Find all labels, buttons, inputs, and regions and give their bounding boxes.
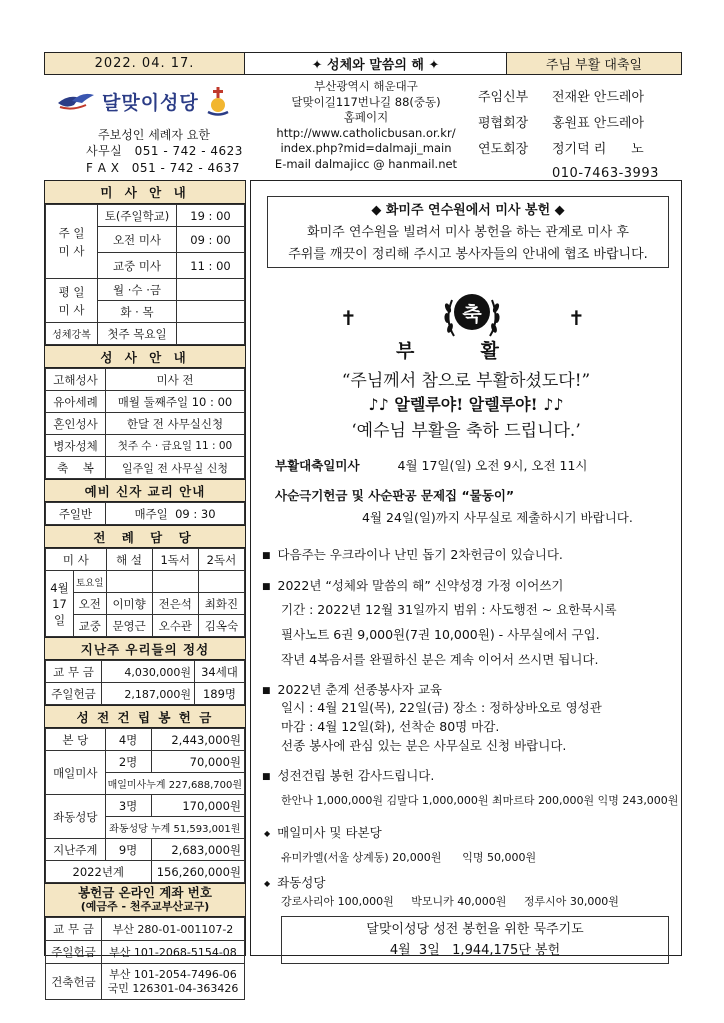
notice-line: 주위를 깨끗이 정리해 주시고 봉사자들의 안내에 협조 바랍니다. xyxy=(288,247,648,262)
finance-table xyxy=(45,660,245,705)
building-count: 4명 xyxy=(105,729,151,751)
mass-time: 11 : 00 xyxy=(177,253,245,279)
easter-title: 부 활 xyxy=(396,340,499,362)
mass-schedule-table xyxy=(45,204,245,345)
duty-person: 이미향 xyxy=(106,593,152,615)
building-title: 성 전 건 립 봉 헌 금 xyxy=(45,705,245,728)
weekday-mass-label: 평 일 미 사 xyxy=(46,279,98,323)
lent-title: 사순극기헌금 및 사순판공 문제집 “물동이” xyxy=(275,488,515,503)
building-name: 본 당 xyxy=(46,729,106,751)
duty-person: 김옥숙 xyxy=(198,615,244,637)
building-name: 2022년계 xyxy=(46,861,152,883)
adoration-label: 성체강복 xyxy=(46,323,98,345)
masthead-band xyxy=(44,52,682,75)
address-line: 달맞이길117번나길 88(중동) xyxy=(291,94,441,109)
alleluia-line: ♪♪ 알렐루야! 알렐루야! ♪♪ xyxy=(368,395,564,414)
accounts-title-text: 봉헌금 온라인 계좌 번호 xyxy=(78,885,212,900)
duty-title: 전 례 담 당 xyxy=(45,525,245,548)
lent-text: 4월 24일(일)까지 사무실로 제출하시기 바랍니다. xyxy=(362,510,633,525)
account-number-pair xyxy=(102,964,245,1000)
building-total: 좌동성당 누계 51,593,001원 xyxy=(105,817,244,839)
sacrament-name: 축 복 xyxy=(46,457,106,479)
notice-bullet: ■ 2022년 춘계 선종봉사자 교육 xyxy=(262,680,442,698)
rosary-box xyxy=(281,916,669,964)
weekday-mass-time xyxy=(177,301,245,323)
email-address[interactable]: E-mail dalmajicc @ hanmail.net xyxy=(274,156,458,171)
account-name: 주일헌금 xyxy=(46,941,102,964)
cross-icon: ✝ xyxy=(568,306,585,330)
finance-name: 주일헌금 xyxy=(46,683,102,705)
easter-mass-label: 부활대축일미사 xyxy=(275,458,360,473)
easter-greeting: “주님께서 참으로 부활하셨도다!” xyxy=(341,371,591,391)
rosary-title: 달맞이성당 성전 봉헌을 위한 묵주기도 xyxy=(366,922,584,937)
sacrament-name: 고해성사 xyxy=(46,369,106,391)
moon-cross-icon xyxy=(205,86,231,116)
duty-date: 4월 17일 xyxy=(46,571,74,637)
mass-name: 토(주일학교) xyxy=(98,205,177,227)
finance-value: 4,030,000원 xyxy=(102,661,195,683)
mass-time: 19 : 00 xyxy=(177,205,245,227)
weekday-mass-time xyxy=(177,279,245,301)
feast-title: 주님 부활 대축일 xyxy=(545,58,643,73)
phone-label: 사무실 xyxy=(86,144,123,158)
notice-detail: 작년 4복음서를 완필하신 분은 계속 이어서 쓰시면 됩니다. xyxy=(281,652,599,667)
duty-mass: 교중 xyxy=(74,615,107,637)
building-count: 9명 xyxy=(105,839,151,861)
homepage-label: 홈페이지 xyxy=(343,110,389,124)
sunday-mass-label: 주 일 미 사 xyxy=(46,205,98,279)
building-amount: 70,000원 xyxy=(151,751,244,773)
homepage-url[interactable]: http://www.catholicbusan.or.kr/ xyxy=(276,125,456,140)
parish-logo xyxy=(56,86,264,116)
notice-detail: 일시 : 4월 21일(목), 22일(금) 장소 : 정하상바오로 영성관 xyxy=(281,700,602,715)
building-amount: 2,683,000원 xyxy=(151,839,244,861)
account-number: 국민 126301-04-363426 xyxy=(107,981,239,995)
duty-person: 최화진 xyxy=(198,593,244,615)
homepage-url-path[interactable]: index.php?mid=dalmaji_main xyxy=(280,141,452,155)
staff-phone: 010-7463-3993 xyxy=(552,165,659,181)
fax-row xyxy=(86,160,264,177)
duty-mass: 토요일 xyxy=(74,571,107,593)
adoration-value: 첫주 목요일 xyxy=(98,323,177,345)
building-table xyxy=(45,728,245,883)
donor-group: ◆ 매일미사 및 타본당 xyxy=(264,823,382,841)
donor-group: ◆ 좌동성당 xyxy=(264,873,325,891)
account-number: 부산 101-2054-7496-06 xyxy=(109,967,237,981)
finance-title: 지난주 우리들의 정성 xyxy=(45,637,245,660)
adoration-time xyxy=(177,323,245,345)
duty-header: 미 사 xyxy=(46,549,107,571)
parish-info xyxy=(44,80,264,180)
sacrament-value: 첫주 수 · 금요일 11 : 00 xyxy=(106,435,245,457)
duty-person xyxy=(106,571,152,593)
staff-role: 평협회장 xyxy=(478,115,529,131)
weekday-mass-days: 화 · 목 xyxy=(98,301,177,323)
rosary-count: 4월 3일 1,944,175단 봉헌 xyxy=(389,943,561,958)
sacrament-name: 병자성체 xyxy=(46,435,106,457)
building-amount: 2,443,000원 xyxy=(151,729,244,751)
dove-icon xyxy=(56,89,96,113)
fax-number: 051 - 742 - 4637 xyxy=(131,161,241,175)
duty-person xyxy=(198,571,244,593)
duty-header: 2독서 xyxy=(198,549,244,571)
mass-name: 오전 미사 xyxy=(98,227,177,253)
building-amount: 156,260,000원 xyxy=(151,861,244,883)
accounts-title xyxy=(45,883,245,917)
staff-role: 주임신부 xyxy=(478,89,529,105)
staff-role: 연도회장 xyxy=(478,141,529,157)
duty-person: 오수관 xyxy=(152,615,198,637)
celebration-emblem xyxy=(440,290,504,342)
celebration-emblem-char: 축 xyxy=(454,294,490,330)
weekday-mass-days: 월 ·수 ·금 xyxy=(98,279,177,301)
fax-label: F A X xyxy=(86,161,120,175)
building-name: 지난주계 xyxy=(46,839,106,861)
phone-row xyxy=(86,143,264,160)
notice-bullet: ■ 다음주는 우크라이나 난민 돕기 2차헌금이 있습니다. xyxy=(262,545,563,563)
notice-line: 화미주 연수원을 빌려서 미사 봉헌을 하는 관계로 미사 후 xyxy=(307,225,629,240)
account-name: 교 무 금 xyxy=(46,918,102,941)
duty-person xyxy=(152,571,198,593)
duty-mass: 오전 xyxy=(74,593,107,615)
notice-title: ◆ 화미주 연수원에서 미사 봉헌 ◆ xyxy=(371,203,565,218)
mass-time: 09 : 00 xyxy=(177,227,245,253)
finance-name: 교 무 금 xyxy=(46,661,102,683)
notice-detail: 필사노트 6권 9,000원(7권 10,000원) - 사무실에서 구입. xyxy=(281,627,600,642)
duty-person: 문영근 xyxy=(106,615,152,637)
duty-header: 해 설 xyxy=(106,549,152,571)
account-name: 건축헌금 xyxy=(46,964,102,1000)
sacraments-title: 성 사 안 내 xyxy=(45,345,245,368)
finance-extra: 34세대 xyxy=(195,661,245,683)
sacrament-value: 매월 둘째주일 10 : 00 xyxy=(106,391,245,413)
notice-detail: 기간 : 2022년 12월 31일까지 범위 : 사도행전 ~ 요한묵시록 xyxy=(281,602,617,617)
sacrament-name: 혼인성사 xyxy=(46,413,106,435)
patron-saint: 주보성인 세례자 요한 xyxy=(98,128,210,142)
notice-detail: 마감 : 4월 12일(화), 선착순 80명 마감. xyxy=(281,719,500,734)
staff-name: 정기덕 리 노 xyxy=(552,141,644,157)
accounts-owner: (예금주 - 천주교부산교구) xyxy=(80,900,210,913)
staff-row xyxy=(478,134,688,160)
sacrament-value: 미사 전 xyxy=(106,369,245,391)
staff-row xyxy=(478,82,688,108)
notice-bullet: ■ 2022년 “성체와 말씀의 해” 신약성경 가정 이어쓰기 xyxy=(262,576,563,594)
finance-extra: 189명 xyxy=(195,683,245,705)
notice-detail: 선종 봉사에 관심 있는 분은 사무실로 신청 바랍니다. xyxy=(281,738,567,753)
mass-name: 교중 미사 xyxy=(98,253,177,279)
issue-date: 2022. 04. 17. xyxy=(45,53,245,74)
donor-list: 유미카엘(서울 상계동) 20,000원 익명 50,000원 xyxy=(281,851,537,864)
building-count: 2명 xyxy=(105,751,151,773)
account-number: 부산 101-2068-5154-08 xyxy=(102,941,245,964)
staff-row xyxy=(478,108,688,134)
year-theme: ✦ 성체와 말씀의 해 ✦ xyxy=(245,53,507,74)
building-count: 3명 xyxy=(105,795,151,817)
finance-value: 2,187,000원 xyxy=(102,683,195,705)
easter-wish: ‘예수님 부활을 축하 드립니다.’ xyxy=(351,421,581,441)
accounts-table xyxy=(45,917,245,1000)
sacrament-value: 일주일 전 사무실 신청 xyxy=(106,457,245,479)
address-line: 부산광역시 해운대구 xyxy=(314,79,418,93)
catechumen-time: 매주일 09 : 30 xyxy=(106,503,245,525)
donor-list: 한안나 1,000,000원 김말다 1,000,000원 최마르타 200,000원 익명 243,000원 xyxy=(281,794,679,807)
parish-staff xyxy=(478,82,688,186)
phone-number: 051 - 742 - 4623 xyxy=(134,144,243,158)
duty-table xyxy=(45,548,245,637)
catechumen-table xyxy=(45,502,245,525)
mass-title: 미 사 안 내 xyxy=(45,181,245,204)
sacraments-table xyxy=(45,368,245,479)
easter-mass-line xyxy=(275,456,588,474)
building-amount: 170,000원 xyxy=(151,795,244,817)
easter-mass-time: 4월 17일(일) 오전 9시, 오전 11시 xyxy=(397,458,588,473)
duty-person: 전은석 xyxy=(152,593,198,615)
donor-list: 강로사리아 100,000원 박모니카 40,000원 정루시아 30,000원 xyxy=(281,895,619,908)
staff-name: 전재완 안드레아 xyxy=(552,89,645,105)
sacrament-value: 한달 전 사무실신청 xyxy=(106,413,245,435)
cross-icon: ✝ xyxy=(340,306,357,330)
notice-bullet: ■ 성전건립 봉헌 감사드립니다. xyxy=(262,766,434,784)
duty-header: 1독서 xyxy=(152,549,198,571)
info-sidebar xyxy=(44,180,246,995)
sacrament-name: 유아세례 xyxy=(46,391,106,413)
account-number: 부산 280-01-001107-2 xyxy=(102,918,245,941)
parish-address xyxy=(266,79,466,172)
building-name: 매일미사 xyxy=(46,751,106,795)
building-name: 좌동성당 xyxy=(46,795,106,839)
staff-name: 홍원표 안드레아 xyxy=(552,115,645,131)
parish-name: 달맞이성당 xyxy=(102,91,199,114)
catechumen-title: 예비 신자 교리 안내 xyxy=(45,479,245,502)
catechumen-class: 주일반 xyxy=(46,503,106,525)
notice-box xyxy=(267,196,669,268)
building-total: 매일미사누계 227,688,700원 xyxy=(105,773,244,795)
